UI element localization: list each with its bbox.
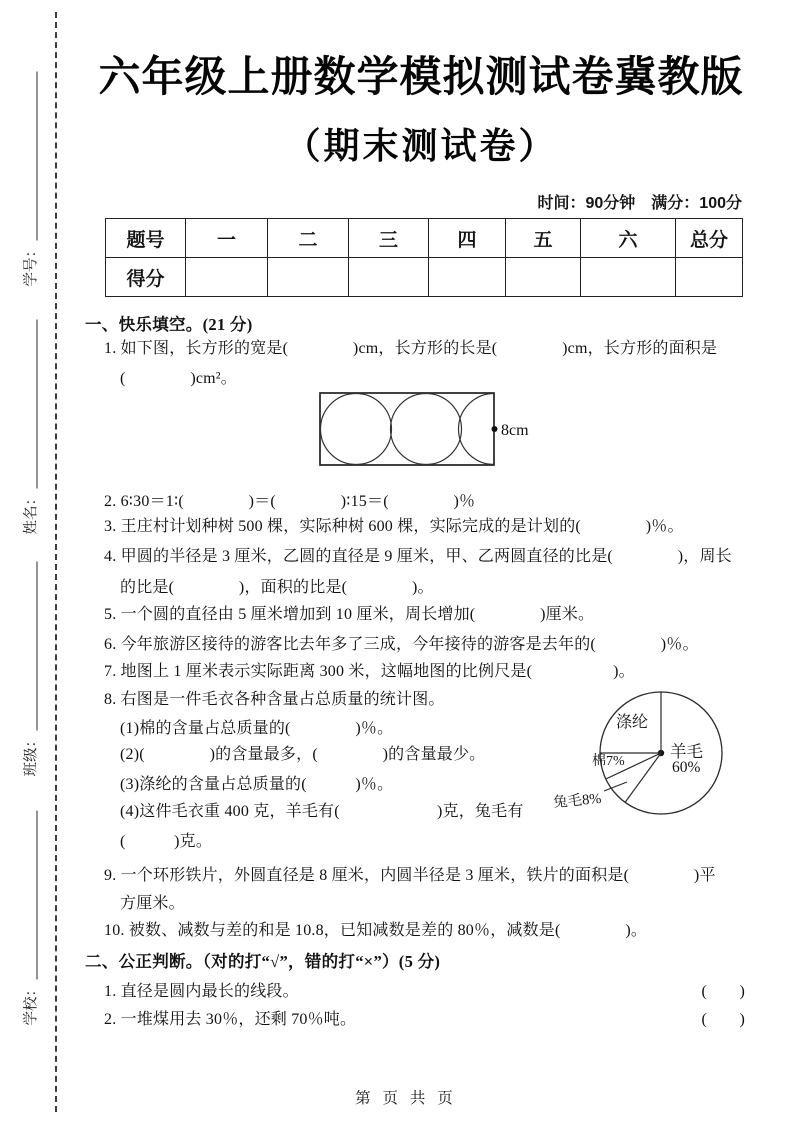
rectangle-circles-figure (318, 389, 550, 473)
figure-dot (492, 426, 498, 432)
score-table-col-total: 总分 (676, 219, 743, 258)
score-cell-4 (429, 258, 506, 297)
q8-sub1: (1)棉的含量占总质量的( )％。 (120, 720, 394, 737)
q8-sub4: (4)这件毛衣重 400 克，羊毛有( )克，兔毛有 (120, 803, 524, 820)
q10-line: 10. 被数、减数与差的和是 10.8，已知减数是差的 80％，减数是( )。 (104, 922, 648, 939)
q7-line: 7. 地图上 1 厘米表示实际距离 300 米，这幅地图的比例尺是( )。 (104, 663, 635, 680)
judge-item-2-answer-blank: ( ) (701, 1011, 745, 1028)
figure-circle-2 (391, 394, 462, 465)
q2-line: 2. 6∶30＝1∶( )＝( )∶15＝( )％ (104, 493, 476, 510)
name-fill-line (22, 320, 37, 490)
q8-intro: 8. 右图是一件毛衣各种含量占总质量的统计图。 (104, 691, 445, 708)
q4-line1: 4. 甲圆的半径是 3 厘米，乙圆的直径是 9 厘米，甲、乙两圆直径的比是( )，周长 (104, 548, 732, 565)
rabbit-fur-pct: 8% (581, 790, 603, 809)
score-cell-6 (581, 258, 676, 297)
page-footer: 第 页 共 页 (355, 1090, 457, 1107)
score-cell-2 (268, 258, 349, 297)
score-table-score-row (106, 258, 743, 297)
q3-line: 3. 王庄村计划种树 500 棵，实际种树 600 棵，实际完成的是计划的( )％。 (104, 518, 684, 535)
pie-label-wool-pct: 60% (672, 759, 701, 776)
judge-item-2-text: 2. 一堆煤用去 30％，还剩 70％吨。 (104, 1011, 357, 1028)
judge-item-1-answer-blank: ( ) (701, 983, 745, 1000)
student-field-student-id (19, 72, 41, 287)
cut-dashed-line (55, 12, 57, 1112)
score-table-col-3: 三 (349, 219, 429, 258)
figure-8cm-label: 8cm (501, 422, 529, 439)
score-cell-3 (349, 258, 429, 297)
score-row-label: 得分 (106, 258, 186, 297)
page-title: 六年级上册数学模拟测试卷冀教版 (98, 53, 744, 100)
pie-label-cotton (592, 750, 625, 770)
judge-item-1 (104, 978, 745, 1001)
name-label: 姓名： (23, 491, 39, 535)
q1-line2: ( )cm²。 (120, 370, 238, 387)
score-cell-1 (186, 258, 268, 297)
student-id-label: 学号： (23, 243, 39, 287)
score-table-col-2: 二 (268, 219, 349, 258)
school-fill-line (22, 811, 37, 981)
score-table (105, 218, 743, 297)
q4-line2: 的比是( )，面积的比是( )。 (120, 579, 434, 596)
q6-line: 6. 今年旅游区接待的游客比去年多了三成，今年接待的游客是去年的( )％。 (104, 636, 699, 653)
score-table-corner-cell: 题号 (106, 219, 186, 258)
exam-time-score-info: 时间：90分钟 满分：100分 (537, 195, 742, 212)
pie-label-wool: 羊毛 (670, 742, 703, 761)
figure-rectangle (320, 393, 494, 465)
class-label: 班级： (23, 733, 39, 777)
pie-label-rabbit-fur (552, 787, 602, 812)
judge-item-2 (104, 1006, 745, 1029)
q5-line: 5. 一个圆的直径由 5 厘米增加到 10 厘米，周长增加( )厘米。 (104, 606, 595, 623)
score-table-col-1: 一 (186, 219, 268, 258)
student-field-name (19, 320, 41, 535)
q8-sub2: (2)( )的含量最多，( )的含量最少。 (120, 746, 486, 763)
class-fill-line (22, 562, 37, 732)
score-cell-total (676, 258, 743, 297)
student-id-fill-line (22, 72, 37, 242)
student-field-class (19, 562, 41, 777)
score-cell-5 (506, 258, 581, 297)
section1-heading: 一、快乐填空。(21 分) (85, 315, 253, 334)
score-table-col-6: 六 (581, 219, 676, 258)
score-table-col-4: 四 (429, 219, 506, 258)
cotton-pct: 7% (606, 754, 625, 769)
student-field-school (19, 811, 41, 1026)
rabbit-fur-name: 兔毛 (552, 792, 583, 812)
figure-circle-1 (321, 394, 392, 465)
score-table-header-row (106, 219, 743, 258)
school-label: 学校： (23, 982, 39, 1026)
q9-line1: 9. 一个环形铁片，外圆直径是 8 厘米，内圆半径是 3 厘米，铁片的面积是( )平 (104, 867, 716, 884)
cotton-name: 棉 (592, 754, 606, 769)
q9-line2: 方厘米。 (120, 895, 185, 912)
q1-line1: 1. 如下图，长方形的宽是( )cm，长方形的长是( )cm，长方形的面积是 (104, 340, 718, 357)
q8-sub4b: ( )克。 (120, 833, 213, 850)
pie-label-polyester: 涤纶 (616, 714, 649, 731)
q8-sub3: (3)涤纶的含量占总质量的( )％。 (120, 776, 394, 793)
section2-heading: 二、公正判断。（对的打“√”，错的打“×”）(5 分) (85, 952, 441, 971)
score-table-col-5: 五 (506, 219, 581, 258)
pie-slice-boundary (625, 753, 661, 802)
judge-item-1-text: 1. 直径是圆内最长的线段。 (104, 983, 299, 1000)
page-subtitle: （期末测试卷） (284, 125, 558, 166)
